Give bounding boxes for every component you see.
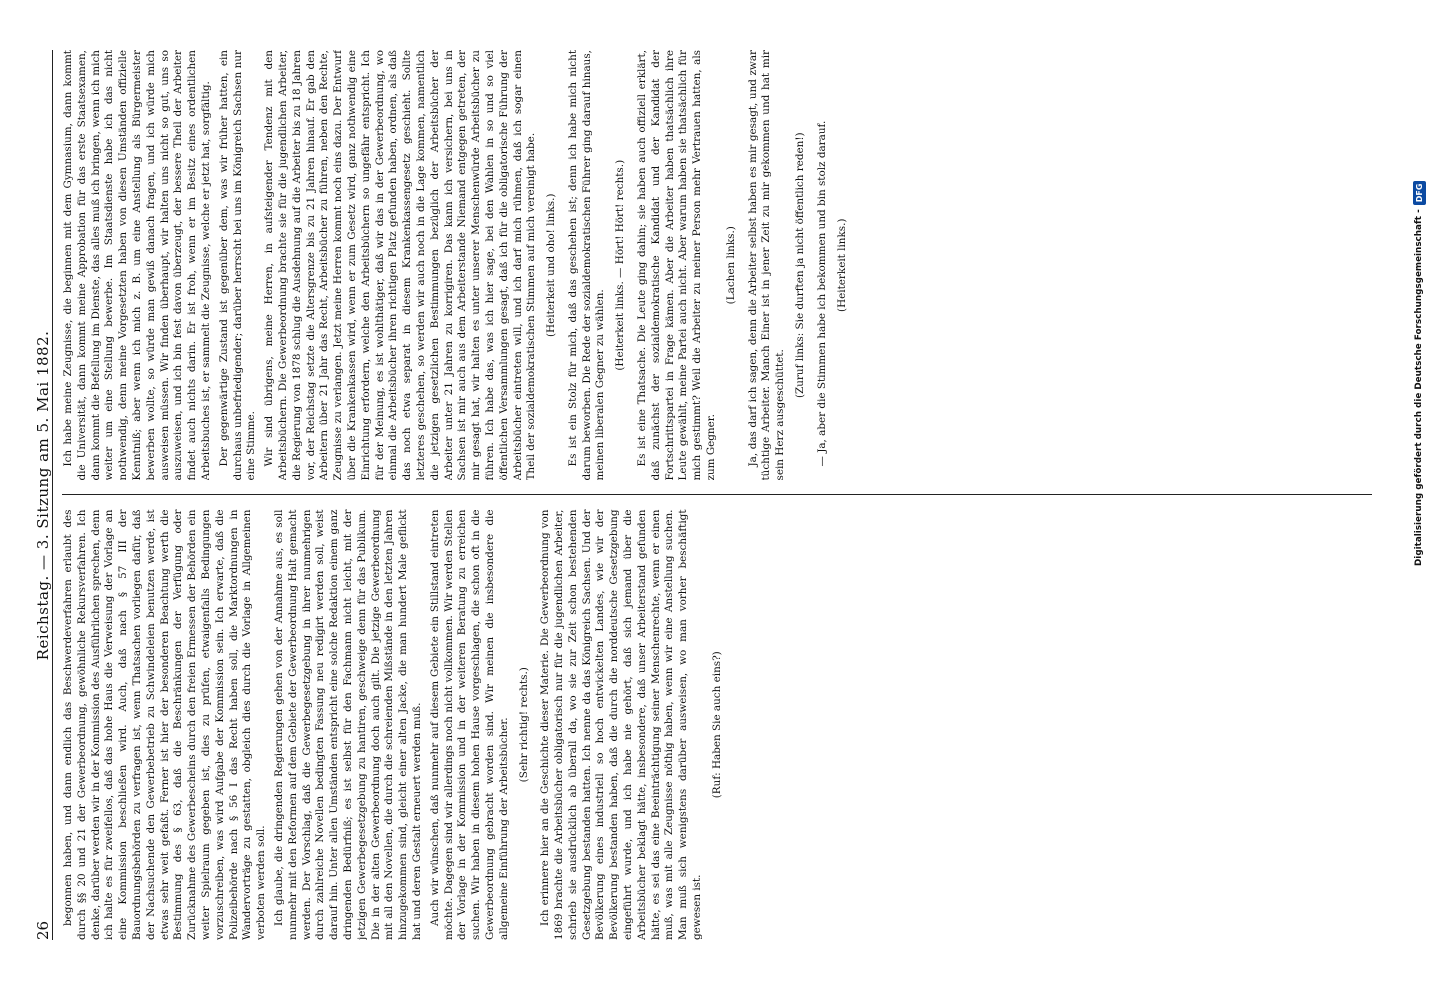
digitization-note-text <box>1411 6 1427 566</box>
two-column-body <box>62 50 1372 940</box>
left-paragraph-3: Auch wir wünschen, daß nunmehr auf diesem Gebiete ein Stillstand eintreten möchte. Dagegen sind wir allerdings noch nicht vollkommen. Wir werden Stellen der Vorlage in der Kommission und in der weiteren Beratung zu erreichen suchen. Wir haben in diesem hohen Hause vorgeschlagen, die schon oft in die Gewerbeordnung gebracht worden sind. Wir meinen die insbesondere die allgemeine Einführung der Arbeitsbücher. <box>428 509 510 940</box>
right-column <box>62 50 1372 481</box>
page-number: 26 <box>34 920 52 940</box>
left-paragraph-1: begonnen haben, und dann endlich das Beschwerdeverfahren erlaubt des durch §§ 20 und 21 der Gewerbeordnung, gewöhnliche Rekursverfahren. Ich denke, darüber werden wir in der Kommission des Ausführlichen sprechen, denn ich halte es für zweifellos, daß das hohe Haus die Verweisung der Vorlage an eine Kommission beschließen wird. Auch, daß nach § 57 III der Bauordnungsbehörden zu verfragen ist, wenn Thatsachen vorliegen dafür, daß der Nachsuchende den Gewerbebetrieb zu Schwindeleien benutzen werde, ist etwas sehr weit gefaßt. Ferner ist hier der besonderen Beachtung werth die Bestimmung des § 63, daß die Beschränkungen der Verfügung oder Zurücknahme des Gewerbescheins durch den freien Ermessen der Behörden ein weiter Spielraum gegeben ist, dies zu prüfen, etwaigenfalls Bedingungen vorzuschreiben, was wird Aufgabe der Kommission sein. Ich erwarte, daß die Polizeibehörde nach § 56 I das Recht haben soll, die Marktordnungen in Wandervorträge zu gestatten, obgleich dies durch die Vorlage in Allgemeinen verboten werden soll. <box>62 509 268 940</box>
left-column <box>62 510 1372 941</box>
right-paragraph-7: — Ja, aber die Stimmen habe ich bekommen und bin stolz darauf. <box>815 120 828 467</box>
right-paragraph-6: Ja, das darf ich sagen, denn die Arbeiter selbst haben es mir gesagt, und zwar tüchtige Arbeiter. Manch Einer ist in jener Zeit zu mir gekommen und hat mir sein Herz ausgeschüttet. <box>746 50 787 481</box>
left-paragraph-4: Ich erinnere hier an die Geschichte dieser Materie. Die Gewerbeordnung von 1869 brachte die Arbeitsbücher obligatorisch nur für die jugendlichen Arbeiter, schrieb sie ausdrücklich ab überall da, wo sie zur Zeit schon bestehenden Gesetzgebung bestanden hatten. Ich nenne da das Königreich Sachsen. Und der Bevölkerung eines industriell so hoch entwickelten Landes, wie wir der Bevölkerung bestanden haben, daß die durch die norddeutsche Gesetzgebung eingeführt wurde, und ich habe nie gehört, daß sich jemand über die Arbeitsbücher beklagt hätte, insbesondere, daß unser Arbeiterstand gefunden hätte, es sei das eine Beeinträchtigung seiner Menschenrechte, wenn er einen muß, was mit alle Zeugnisse nöthig haben, wenn wir eine Anstellung suchen. Man muß sich wenigstens darüber ausweisen, wo man vorher beschäftigt gewesen ist. <box>539 509 704 940</box>
right-paragraph-1: Ich habe meine Zeugnisse, die beginnen mit dem Gymnasium, dann kommt die Universität, dann kommt meine Approbation für das erste Staatsexamen, dann kommt die Befellung im Dienste, das alles muß ich bringen, wenn ich mich weiter um eine Stellung bewerbe. Im Staatsdienste habe ich das nicht nothwendig, denn meine Vorgesetzten haben von diesen Umständen offizielle Kenntniß; aber wenn ich mich z. B. um eine Anstellung als Bürgermeister bewerben wollte, so würde man gewiß danach fragen, und ich würde mich ausweisen müssen. Wir finden überhaupt, wir halten uns nicht so gut, uns so auszuweisen, und ich bin fest davon überzeugt, der bessere Theil der Arbeiter findet auch nichts darin. Er ist froh, wenn er im Besitz eines ordentlichen Arbeitsbuches ist, er sammelt die Zeugnisse, welche er jetzt hat, sorgfältig. <box>62 50 212 481</box>
running-head <box>30 50 53 940</box>
right-interjection-2: (Heiterkeit links. — Hört! Hört! rechts.) <box>614 159 627 371</box>
left-paragraph-2: Ich glaube, die dringenden Regierungen gehen von der Annahme aus, es soll nunmehr mit den Reformen auf dem Gebiete der Gewerbeordnung Halt gemacht werden. Der Vorschlag, daß die Gewerbegesetzgebung in ihrer nunmehrigen durch zahlreiche Novellen bedingten Fassung neu redigirt werden soll, weist darauf hin. Unter allen Umständen entspricht eine solche Redaktion einem ganz dringenden Bedürfniß; es ist selbst für den Fachmann nicht leicht, mit der jetzigen Gewerbegesetzgebung zu hantiren, geschweige denn für das Publikum. Die in der alten Gewerbeordnung doch auch gilt. Die jetzige Gewerbeordnung mit all den Novellen, die durch die schreienden Mißstände in den letzten Jahren hinzugekommen sind, gleicht einer alten Jacke, die man hundert Male geflickt hat und deren Gestalt erneuert werden muß. <box>272 509 423 940</box>
digitization-note <box>1407 6 1429 566</box>
right-interjection-5: (Heiterkeit links.) <box>835 218 848 312</box>
dfg-logo: DFG <box>1413 181 1426 206</box>
running-title: Reichstag. — 3. Sitzung am 5. Mai 1882. <box>34 330 52 661</box>
right-interjection-1: (Heiterkeit und oho! links.) <box>545 193 558 337</box>
right-paragraph-4: Es ist ein Stolz für mich, daß das geschehen ist; denn ich habe mich nicht darum beworben. Die Rede der sozialdemokratischen Führer ging darauf hinaus, meinen liberalen Gegner zu wählen. <box>566 50 607 481</box>
left-interjection-2: (Ruf: Haben Sie auch eins?) <box>710 651 723 799</box>
right-paragraph-3: Wir sind übrigens, meine Herren, in aufsteigender Tendenz mit den Arbeitsbüchern. Die Gewerbeordnung brachte sie für die jugendlichen Arbeiter, die Regierung von 1878 schlug die Ausdehnung auf die Arbeiter bis zu 18 Jahren vor, der Reichstag setzte die Altersgrenze bis zu 21 Jahren hinauf. Er gab den Arbeitern über 21 Jahr das Recht, Arbeitsbücher zu führen, neben den Rechte, Zeugnisse zu verlangen. Jetzt meine Herren kommt noch eins dazu. Der Entwurf über die Krankenkassen wird, wenn er zum Gesetz wird, ganz nothwendig eine Einrichtung erfordern, welche den Arbeitsbüchern so ungefähr entspricht. Ich für der Meinung, es ist wohlthätiger, daß wir das in der Gewerbeordnung, wo einmal die Arbeitsbücher ihren richtigen Platz gefunden haben, ordnen, als daß das noch etwa separat in diesem Krankenkassengesetz geschieht. Sollte letzteres geschehen, so werden wir auch noch in die Lage kommen, namentlich die jetzigen gesetzlichen Bestimmungen bezüglich der Arbeitsbücher der Arbeiter unter 21 Jahren zu korrigiren. Das kann ich versichern, bei uns in Sachsen ist mir auch aus dem Arbeiterstande Niemand entgegen getreten, der mir gesagt hat, wir halten es unter unserer Menschenwürde Arbeitsbücher zu führen. Ich habe das, was ich hier sage, bei den Wahlen in so und so viel öffentlichen Versammlungen gesagt, daß ich für die obligatorische Führung der Arbeitsbücher eintreten will, und ich darf mich rühmen, daß ich sogar einen Theil der sozialdemokratischen Stimmen auf mich vereinigt habe. <box>263 50 538 481</box>
digitization-note-label: Digitalisierung gefördert durch die Deutsche Forschungsgemeinschaft - <box>1414 209 1424 566</box>
column-divider <box>62 495 1372 496</box>
right-paragraph-2: Der gegenwärtige Zustand ist gegenüber dem, was wir früher hatten, ein durchaus unbefriedigender; darüber herrscht bei uns im Königreich Sachsen nur eine Stimme. <box>217 50 258 481</box>
right-interjection-4: (Zuruf links: Sie durften ja nicht öffentlich reden!) <box>794 132 807 399</box>
left-interjection-1: (Sehr richtig! rechts.) <box>517 667 530 783</box>
right-paragraph-5: Es ist eine Thatsache. Die Leute ging dahin; sie haben auch offiziell erklärt, daß zunächst der sozialdemokratische Kandidat und der Kandidat der Fortschrittspartei in Frage kämen. Aber die Arbeiter haben thatsächlich ihre Leute gewählt, meine Partei auch nicht. Aber warum haben sie thatsächlich für mich gestimmt? Weil die Arbeiter zu meiner Person mehr Vertrauen hatten, als zum Gegner. <box>636 50 718 481</box>
right-interjection-3: (Lachen links.) <box>724 226 737 305</box>
